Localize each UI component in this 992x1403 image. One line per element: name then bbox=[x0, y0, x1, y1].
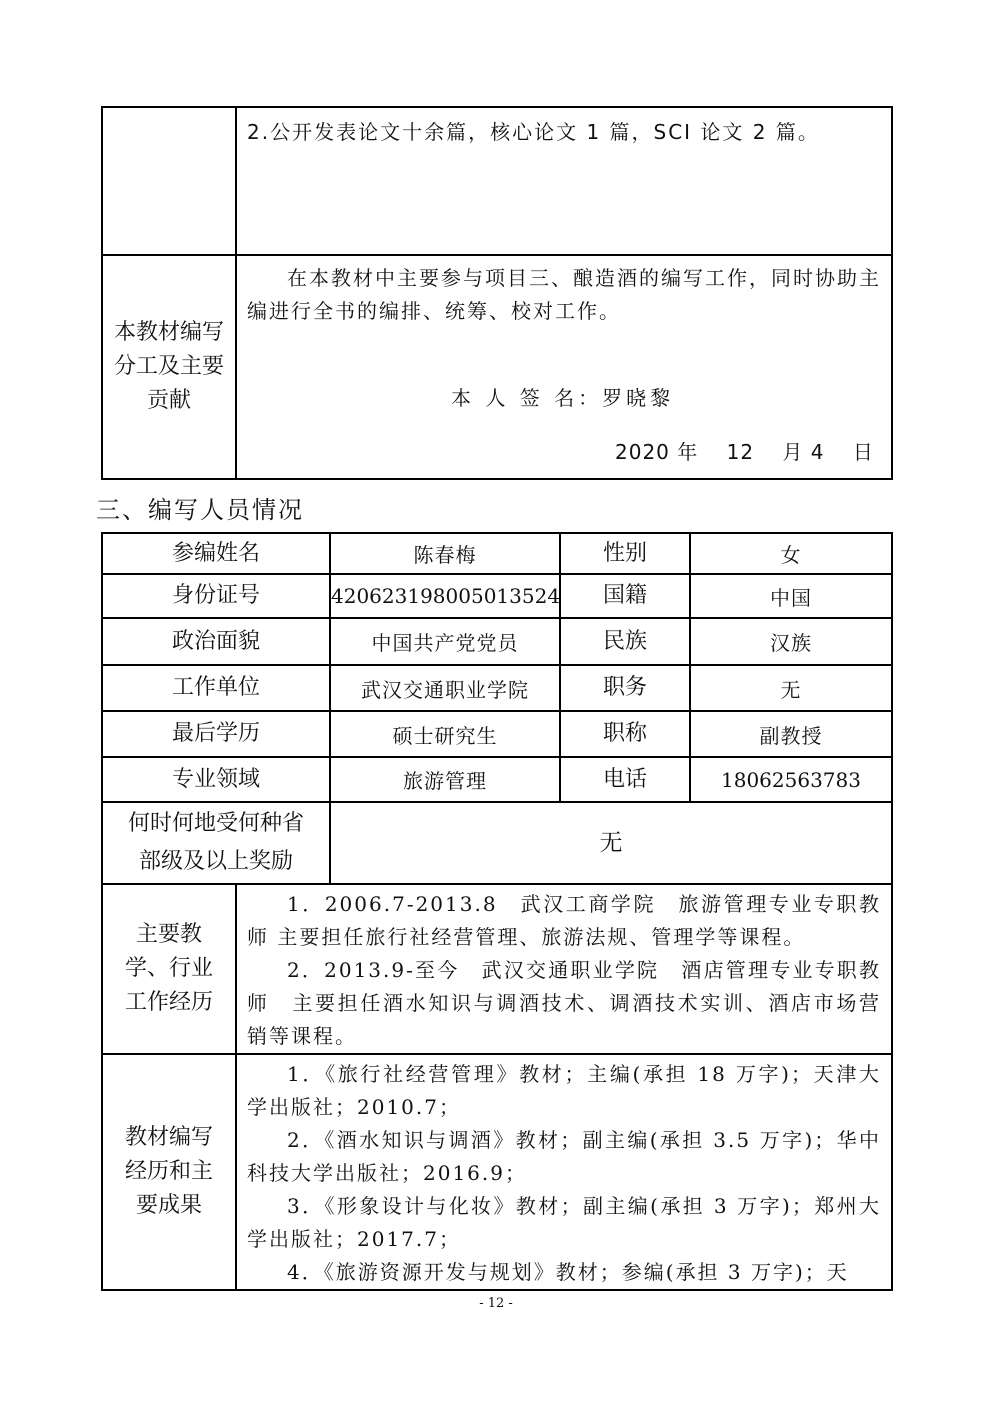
label-position: 职务 bbox=[560, 665, 690, 711]
section-heading: 三、编写人员情况 bbox=[96, 496, 304, 524]
label-title: 职称 bbox=[560, 711, 690, 757]
label-education: 最后学历 bbox=[102, 711, 330, 757]
book-item: 2．《酒水知识与调酒》教材；副主编(承担 3.5 万字)；华中科技大学出版社；2016.9； bbox=[247, 1128, 881, 1185]
value-position: 无 bbox=[690, 665, 892, 711]
label-nationality: 国籍 bbox=[560, 574, 690, 618]
book-item: 4．《旅游资源开发与规划》教材；参编(承担 3 万字)；天 bbox=[287, 1260, 849, 1284]
value-employer: 武汉交通职业学院 bbox=[330, 665, 560, 711]
label-gender: 性别 bbox=[560, 533, 690, 574]
table-row bbox=[102, 802, 892, 884]
contribution-cell bbox=[236, 255, 892, 479]
textbook-experience-label: 教材编写经历和主要成果 bbox=[102, 1054, 236, 1290]
label-awards: 何时何地受何种省部级及以上奖励 bbox=[102, 802, 330, 884]
value-awards: 无 bbox=[330, 802, 892, 884]
signature: 本 人 签 名：罗晓黎 bbox=[451, 386, 675, 410]
table-row bbox=[102, 533, 892, 574]
value-phone: 18062563783 bbox=[690, 757, 892, 802]
value-field: 旅游管理 bbox=[330, 757, 560, 802]
table-row bbox=[102, 618, 892, 665]
label-id: 身份证号 bbox=[102, 574, 330, 618]
label-ethnicity: 民族 bbox=[560, 618, 690, 665]
book-item: 3．《形象设计与化妆》教材；副主编(承担 3 万字)；郑州大学出版社；2017.7； bbox=[247, 1194, 881, 1251]
table-row bbox=[102, 574, 892, 618]
label-employer: 工作单位 bbox=[102, 665, 330, 711]
label-political: 政治面貌 bbox=[102, 618, 330, 665]
papers-text: 2.公开发表论文十余篇，核心论文 1 篇，SCI 论文 2 篇。 bbox=[247, 120, 820, 144]
value-ethnicity: 汉族 bbox=[690, 618, 892, 665]
textbook-experience-cell bbox=[236, 1054, 892, 1290]
label-phone: 电话 bbox=[560, 757, 690, 802]
signature-date: 2020 年 12 月 4 日 bbox=[615, 440, 874, 464]
value-nationality: 中国 bbox=[690, 574, 892, 618]
work-item: 2．2013.9-至今 武汉交通职业学院 酒店管理专业专职教师 主要担任酒水知识与调酒技术、调酒技术实训、酒店市场营销等课程。 bbox=[247, 958, 881, 1048]
value-name: 陈春梅 bbox=[330, 533, 560, 574]
value-id: 420623198005013524 bbox=[330, 574, 560, 618]
value-political: 中国共产党党员 bbox=[330, 618, 560, 665]
label-name: 参编姓名 bbox=[102, 533, 330, 574]
table-row bbox=[102, 665, 892, 711]
label-field: 专业领域 bbox=[102, 757, 330, 802]
contribution-text: 在本教材中主要参与项目三、酿造酒的编写工作，同时协助主编进行全书的编排、统筹、校对工作。 bbox=[247, 266, 881, 323]
value-gender: 女 bbox=[690, 533, 892, 574]
empty-label-cell bbox=[102, 107, 236, 255]
book-item: 1．《旅行社经营管理》教材；主编(承担 18 万字)；天津大学出版社；2010.7； bbox=[247, 1062, 881, 1119]
work-item: 1．2006.7-2013.8 武汉工商学院 旅游管理专业专职教师 主要担任旅行社经营管理、旅游法规、管理学等课程。 bbox=[247, 892, 881, 949]
value-title: 副教授 bbox=[690, 711, 892, 757]
contribution-table bbox=[101, 106, 893, 480]
personnel-table bbox=[101, 532, 893, 885]
work-experience-cell bbox=[236, 884, 892, 1054]
value-education: 硕士研究生 bbox=[330, 711, 560, 757]
experience-table bbox=[101, 883, 893, 1291]
table-row bbox=[102, 711, 892, 757]
page-number: - 12 - bbox=[479, 1296, 513, 1311]
table-row bbox=[102, 757, 892, 802]
contribution-label: 本教材编写分工及主要贡献 bbox=[102, 255, 236, 479]
work-experience-label: 主要教学、行业工作经历 bbox=[102, 884, 236, 1054]
papers-cell bbox=[236, 107, 892, 255]
